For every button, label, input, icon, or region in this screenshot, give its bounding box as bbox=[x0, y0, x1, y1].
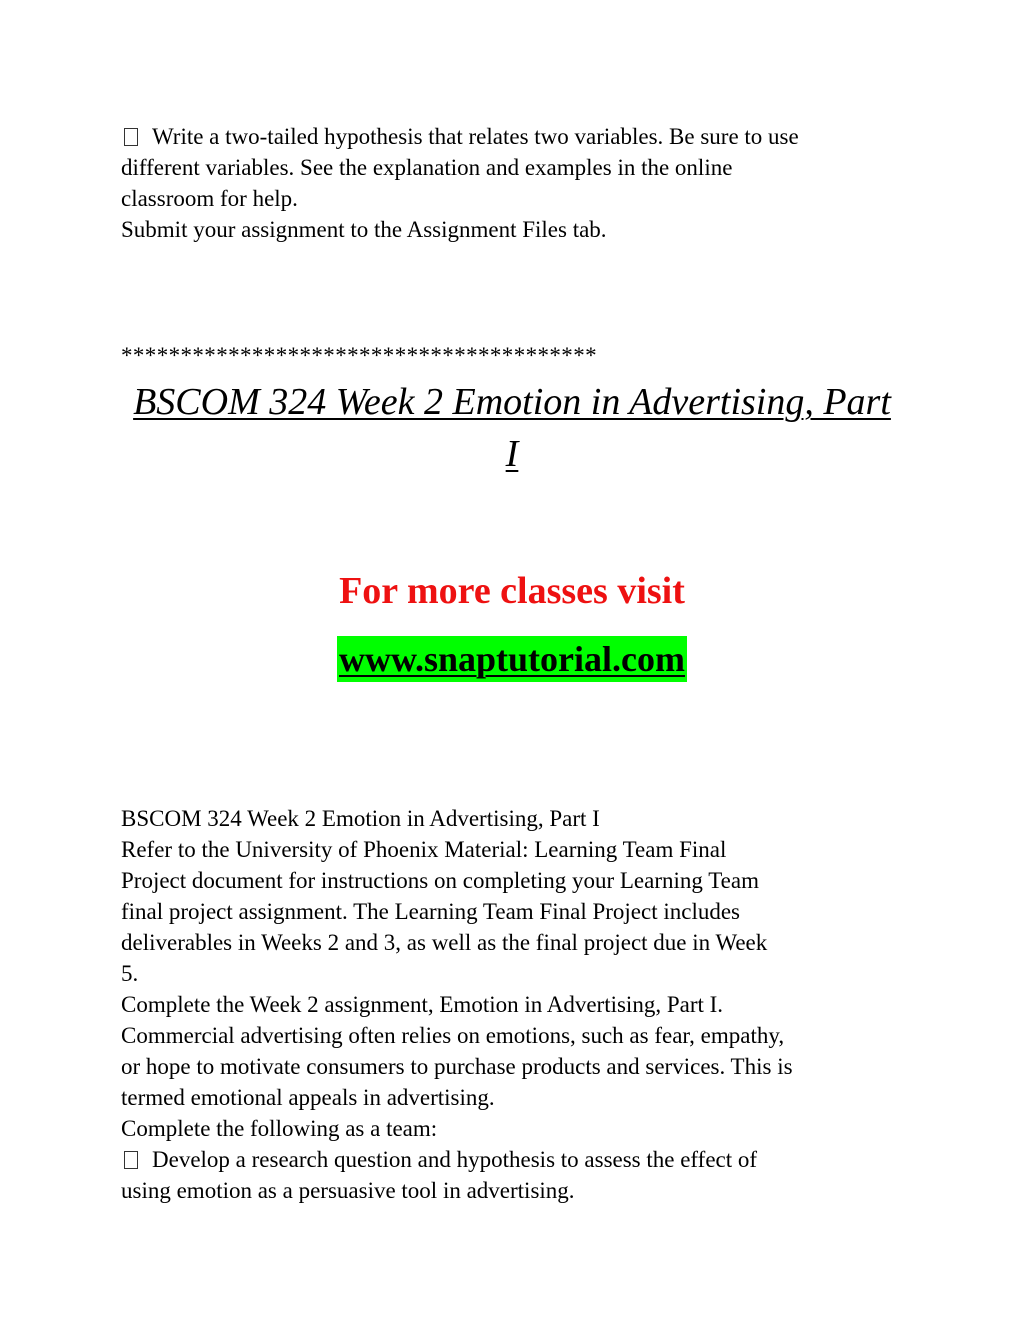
bullet-box-icon bbox=[124, 1151, 138, 1169]
assignment-body bbox=[121, 803, 921, 1206]
instruction-text: different variables. See the explanation and examples in the online bbox=[121, 155, 733, 180]
title-line: I bbox=[505, 433, 519, 475]
body-text: 5. bbox=[121, 961, 139, 986]
asterisk-divider: **************************************** bbox=[121, 343, 597, 368]
title-line: BSCOM 324 Week 2 Emotion in Advertising, Part bbox=[133, 381, 891, 423]
body-text: using emotion as a persuasive tool in advertising. bbox=[121, 1178, 575, 1203]
promo-link-wrapper bbox=[0, 636, 1024, 682]
instruction-text: Submit your assignment to the Assignment Files tab. bbox=[121, 217, 607, 242]
body-text: Develop a research question and hypothesis to assess the effect of bbox=[152, 1147, 758, 1172]
body-text: final project assignment. The Learning Team Final Project includes bbox=[121, 899, 741, 924]
website-link[interactable]: www.snaptutorial.com bbox=[337, 636, 687, 682]
body-text: Commercial advertising often relies on emotions, such as fear, empathy, bbox=[121, 1023, 785, 1048]
bullet-line bbox=[121, 1144, 921, 1175]
body-text: termed emotional appeals in advertising. bbox=[121, 1085, 495, 1110]
page-title[interactable] bbox=[100, 376, 924, 480]
promo-text: For more classes visit bbox=[339, 570, 685, 612]
body-text: Refer to the University of Phoenix Material: Learning Team Final bbox=[121, 837, 727, 862]
bullet-line bbox=[121, 121, 921, 152]
body-text: Complete the Week 2 assignment, Emotion in Advertising, Part I. bbox=[121, 992, 724, 1017]
bullet-box-icon bbox=[124, 128, 138, 146]
body-text: Project document for instructions on completing your Learning Team bbox=[121, 868, 759, 893]
instruction-text: Write a two-tailed hypothesis that relates two variables. Be sure to use bbox=[152, 124, 799, 149]
instruction-text: classroom for help. bbox=[121, 186, 298, 211]
body-text: or hope to motivate consumers to purchase products and services. This is bbox=[121, 1054, 793, 1079]
body-text: deliverables in Weeks 2 and 3, as well as the final project due in Week bbox=[121, 930, 768, 955]
top-instructions bbox=[121, 121, 921, 245]
body-text: BSCOM 324 Week 2 Emotion in Advertising, Part I bbox=[121, 806, 600, 831]
body-text: Complete the following as a team: bbox=[121, 1116, 438, 1141]
